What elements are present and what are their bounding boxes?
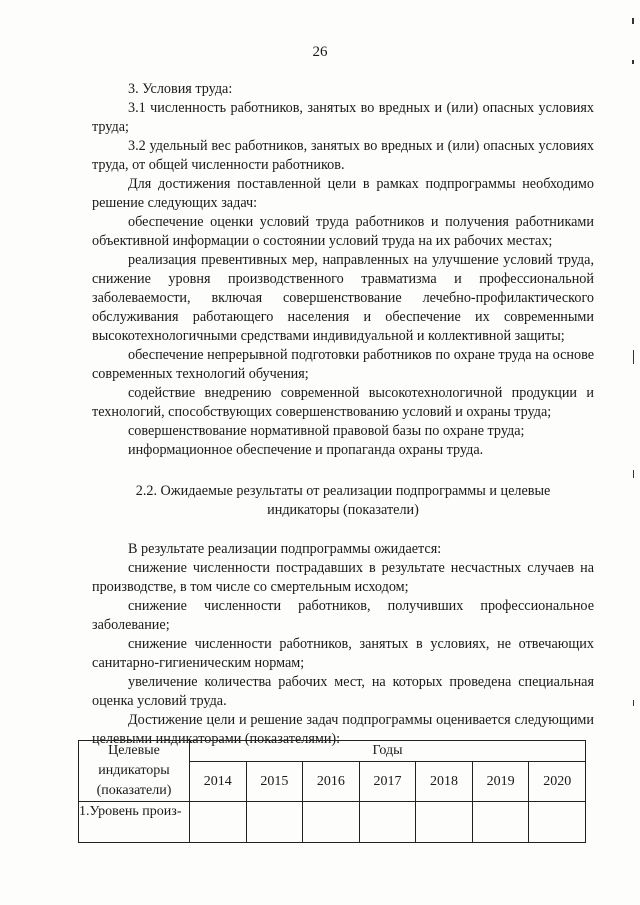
table-row <box>79 802 586 843</box>
year-cell: 2015 <box>246 762 303 802</box>
indicator-header-cell: Целевые индикаторы (показатели) <box>79 741 190 802</box>
years-header-cell: Годы <box>190 741 586 762</box>
paragraph: В результате реализации подпрограммы ожидается: <box>128 541 442 557</box>
paragraph: реализация превентивных мер, направленных на улучшение условий труда, снижение уровня производственного травматизма и профессиональной заболеваемости, включая совершенствование лечебно-профилактического обслуживания работающего населения и обеспечение их современными высокотехнологичными средствами индивидуальной и коллективной защиты; <box>92 252 594 344</box>
paragraph: информационное обеспечение и пропаганда охраны труда. <box>128 442 484 458</box>
paragraph: Достижение цели и решение задач подпрограммы оценивается следующими целевыми индикаторами (показателями): <box>92 712 594 747</box>
table-cell <box>416 802 473 843</box>
table-cell <box>472 802 529 843</box>
scan-mark <box>633 470 634 478</box>
table-cell <box>246 802 303 843</box>
section-heading: 2.2. Ожидаемые результаты от реализации подпрограммы и целевые индикаторы (показатели) <box>135 483 551 518</box>
paragraph: 3.1 численность работников, занятых во вредных и (или) опасных условиях труда; <box>92 100 594 135</box>
table-cell <box>529 802 586 843</box>
row-label-cell: 1.Уровень произ- <box>79 802 190 843</box>
paragraph: снижение численности работников, получивших профессиональное заболевание; <box>92 598 594 633</box>
paragraph: обеспечение непрерывной подготовки работников по охране труда на основе современных технологий обучения; <box>92 347 594 382</box>
paragraph: Для достижения поставленной цели в рамках подпрограммы необходимо решение следующих задач: <box>92 176 594 211</box>
table-header-row <box>79 741 586 762</box>
spacer <box>92 520 594 540</box>
paragraph: обеспечение оценки условий труда работников и получения работниками объективной информации о состоянии условий труда на их рабочих местах; <box>92 214 594 249</box>
year-cell: 2017 <box>359 762 416 802</box>
paragraph: 3.2 удельный вес работников, занятых во вредных и (или) опасных условиях труда, от общей численности работников. <box>92 138 594 173</box>
table-cell <box>303 802 360 843</box>
year-cell: 2016 <box>303 762 360 802</box>
scan-mark <box>632 60 634 64</box>
page-number: 26 <box>312 44 328 60</box>
paragraph: 3. Условия труда: <box>128 81 233 97</box>
paragraph: снижение численности пострадавших в результате несчастных случаев на производстве, в том числе со смертельным исходом; <box>92 560 594 595</box>
scan-mark <box>632 18 634 24</box>
year-cell: 2014 <box>190 762 247 802</box>
year-cell: 2018 <box>416 762 473 802</box>
table-cell <box>359 802 416 843</box>
paragraph: совершенствование нормативной правовой базы по охране труда; <box>128 423 525 439</box>
scan-mark <box>633 700 634 706</box>
year-cell: 2019 <box>472 762 529 802</box>
paragraph: снижение численности работников, занятых в условиях, не отвечающих санитарно-гигиеническим нормам; <box>92 636 594 671</box>
table-cell <box>190 802 247 843</box>
paragraph: содействие внедрению современной высокотехнологичной продукции и технологий, способствующих совершенствованию условий и охраны труда; <box>92 385 594 420</box>
scan-mark <box>633 350 634 364</box>
paragraph: увеличение количества рабочих мест, на которых проведена специальная оценка условий труда. <box>92 674 594 709</box>
year-cell: 2020 <box>529 762 586 802</box>
indicators-table <box>78 740 586 843</box>
document-body <box>92 80 594 749</box>
